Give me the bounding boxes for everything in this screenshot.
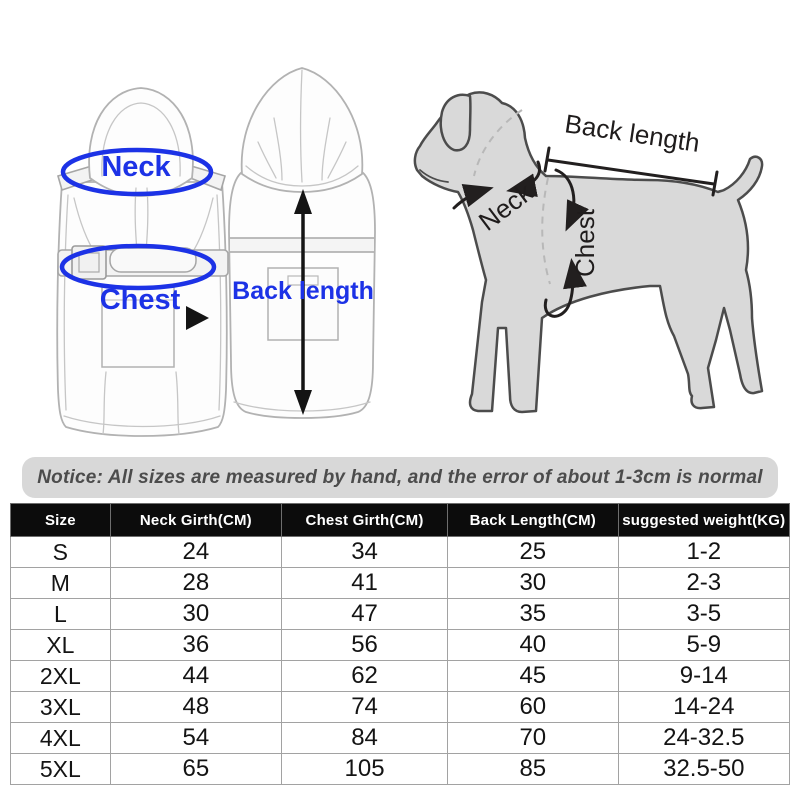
measure-cell: 45 [448,661,619,692]
header-row [11,504,790,537]
dog-chest-label: Chest [570,209,600,277]
measure-cell: 35 [448,599,619,630]
table-row [11,568,790,599]
notice-text: Notice: All sizes are measured by hand, and the error of about 1-3cm is normal [37,466,763,488]
size-cell: 5XL [11,754,111,785]
column-header-0: Size [11,504,111,537]
measure-cell: 34 [282,537,448,568]
table-row [11,754,790,785]
measure-cell: 3-5 [618,599,789,630]
measure-cell: 5-9 [618,630,789,661]
coat-front-illustration [46,80,241,445]
size-cell: 3XL [11,692,111,723]
measure-cell: 65 [110,754,281,785]
measure-cell: 32.5-50 [618,754,789,785]
measure-cell: 40 [448,630,619,661]
measure-cell: 25 [448,537,619,568]
measure-cell: 1-2 [618,537,789,568]
size-cell: 4XL [11,723,111,754]
size-cell: M [11,568,111,599]
measure-cell: 60 [448,692,619,723]
measure-cell: 74 [282,692,448,723]
size-table-header [11,504,790,537]
back-coat-back-length-label: Back length [232,277,374,305]
measure-cell: 62 [282,661,448,692]
coat-back-illustration [222,62,387,442]
size-cell: XL [11,630,111,661]
table-row [11,537,790,568]
measure-cell: 30 [448,568,619,599]
dog-back-length-label: Back length [562,108,702,158]
notice-banner [22,457,778,498]
measure-cell: 48 [110,692,281,723]
measure-cell: 105 [282,754,448,785]
measure-cell: 24-32.5 [618,723,789,754]
table-row [11,661,790,692]
size-cell: L [11,599,111,630]
measure-cell: 24 [110,537,281,568]
dog-neck-label: Neck [472,177,539,237]
measure-cell: 2-3 [618,568,789,599]
column-header-4: suggested weight(KG) [618,504,789,537]
measure-cell: 47 [282,599,448,630]
size-cell: S [11,537,111,568]
column-header-3: Back Length(CM) [448,504,619,537]
front-coat-chest-label: Chest [99,284,181,316]
front-coat-neck-label: Neck [101,151,171,183]
measure-cell: 36 [110,630,281,661]
table-row [11,723,790,754]
measure-cell: 28 [110,568,281,599]
table-row [11,599,790,630]
measure-cell: 9-14 [618,661,789,692]
size-table [10,503,790,785]
measure-cell: 54 [110,723,281,754]
column-header-1: Neck Girth(CM) [110,504,281,537]
measure-cell: 44 [110,661,281,692]
size-table-body [11,537,790,785]
measure-cell: 70 [448,723,619,754]
measure-cell: 84 [282,723,448,754]
measure-cell: 56 [282,630,448,661]
table-row [11,630,790,661]
size-cell: 2XL [11,661,111,692]
measure-cell: 41 [282,568,448,599]
table-row [11,692,790,723]
measure-cell: 30 [110,599,281,630]
measure-cell: 14-24 [618,692,789,723]
column-header-2: Chest Girth(CM) [282,504,448,537]
measure-cell: 85 [448,754,619,785]
dog-ear [441,95,471,151]
dog-measurement-illustration [398,78,798,438]
back-length-tick-start [545,148,549,171]
